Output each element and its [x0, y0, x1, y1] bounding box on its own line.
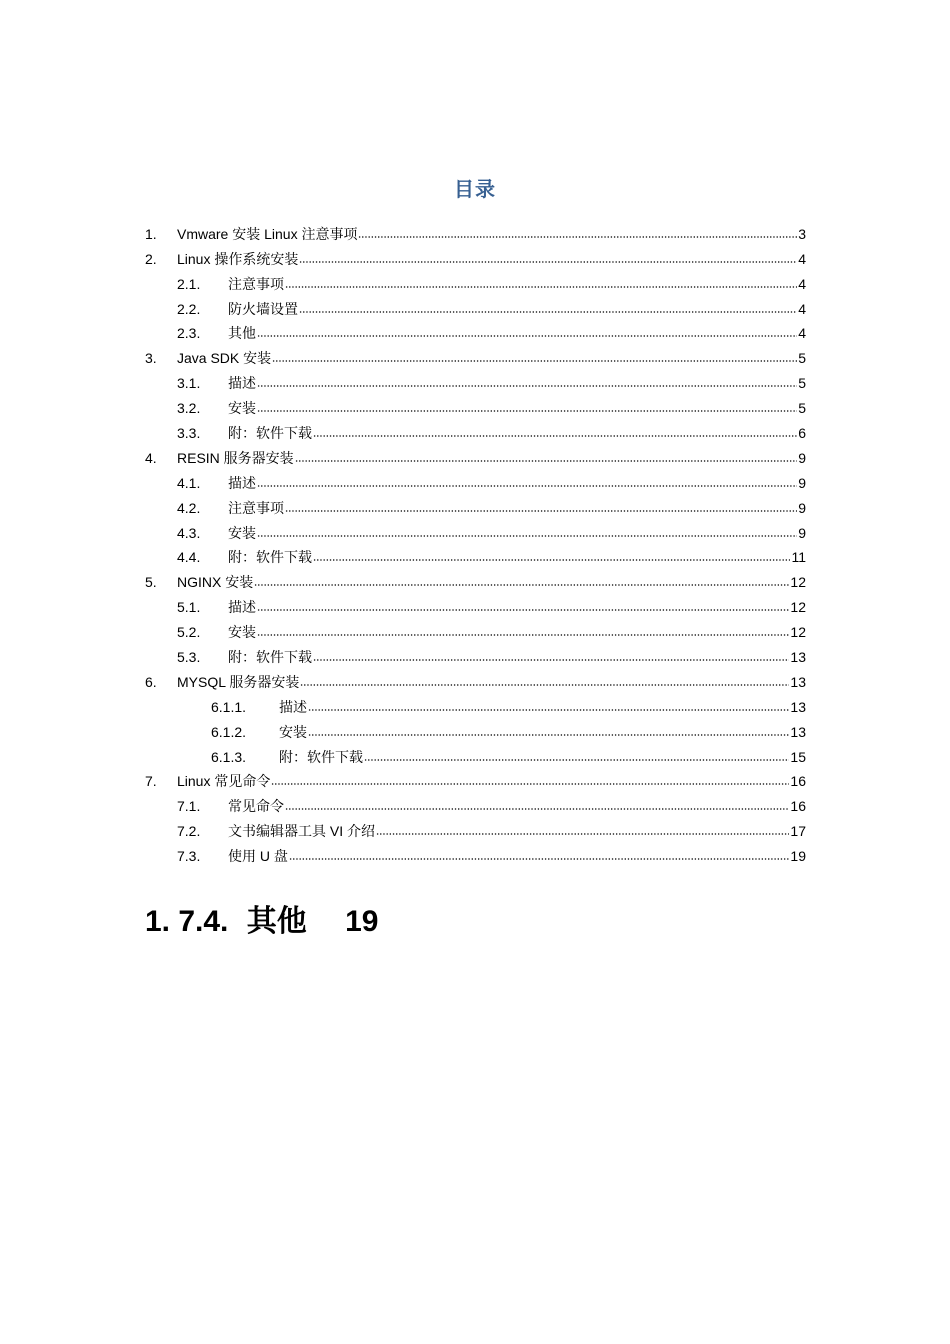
toc-entry-number: 2.2.	[177, 300, 201, 317]
toc-entry-number: 6.1.1.	[211, 698, 247, 715]
toc-dot-leader	[299, 260, 797, 264]
toc-entry-page: 16	[790, 798, 806, 815]
toc-entry-label: 安装	[228, 524, 256, 541]
toc-entry-label: Vmware 安装 Linux 注意事项	[177, 225, 358, 242]
toc-entry-label: 注意事项	[228, 499, 284, 516]
toc-entry-label: 附：软件下载	[228, 649, 312, 666]
toc-entry-number: 3.	[145, 350, 157, 367]
toc-entry-number: 3.1.	[177, 375, 201, 392]
toc-entry-page: 13	[790, 649, 806, 666]
toc-entry-page: 13	[790, 698, 806, 715]
toc-entry-page: 13	[790, 673, 806, 690]
toc-entry-label: 附：软件下载	[228, 425, 312, 442]
toc-entry-page: 9	[798, 449, 806, 466]
toc-entry[interactable]	[145, 790, 806, 815]
toc-entry-label: 防火墙设置	[228, 300, 298, 317]
toc-entry[interactable]	[145, 691, 806, 716]
heading-number: 1. 7.4.	[145, 905, 229, 938]
toc-entry-page: 9	[798, 524, 806, 541]
toc-entry-number: 7.	[145, 773, 157, 790]
toc-entry-label: Linux 常见命令	[177, 773, 271, 790]
heading-page-number: 19	[345, 905, 379, 938]
toc-dot-leader	[257, 334, 797, 338]
toc-entry-number: 5.2.	[177, 624, 201, 641]
toc-entry-number: 4.1.	[177, 474, 201, 491]
toc-entry[interactable]	[145, 218, 806, 243]
toc-dot-leader	[285, 807, 789, 811]
toc-title: 目录	[454, 179, 496, 201]
toc-entry-label: 描述	[228, 375, 256, 392]
toc-entry[interactable]	[145, 616, 806, 641]
toc-dot-leader	[285, 285, 797, 289]
toc-entry[interactable]	[145, 517, 806, 542]
toc-entry-number: 6.	[145, 673, 157, 690]
toc-entry-number: 7.1.	[177, 798, 201, 815]
toc-entry[interactable]	[145, 666, 806, 691]
toc-dot-leader	[376, 832, 789, 836]
toc-entry-page: 4	[798, 250, 806, 267]
toc-entry-page: 6	[798, 425, 806, 442]
toc-entry[interactable]	[145, 641, 806, 666]
toc-entry-page: 5	[798, 350, 806, 367]
toc-entry-number: 7.3.	[177, 848, 201, 865]
toc-entry[interactable]	[145, 342, 806, 367]
toc-entry[interactable]	[145, 566, 806, 591]
toc-entry-label: 附：软件下载	[228, 549, 312, 566]
toc-dot-leader	[313, 658, 789, 662]
table-of-contents	[145, 218, 806, 865]
toc-dot-leader	[300, 683, 789, 687]
toc-entry-number: 4.4.	[177, 549, 201, 566]
toc-dot-leader	[254, 583, 789, 587]
toc-entry[interactable]	[145, 542, 806, 567]
toc-dot-leader	[313, 558, 790, 562]
toc-entry-page: 15	[790, 748, 806, 765]
toc-entry-label: 安装	[228, 624, 256, 641]
toc-dot-leader	[295, 459, 798, 463]
toc-entry[interactable]	[145, 766, 806, 791]
toc-entry-page: 11	[791, 549, 806, 566]
toc-entry-label: 安装	[228, 400, 256, 417]
toc-entry-page: 12	[790, 624, 806, 641]
toc-entry-page: 4	[798, 325, 806, 342]
toc-entry-number: 3.3.	[177, 425, 201, 442]
toc-entry-page: 9	[798, 499, 806, 516]
toc-entry[interactable]	[145, 442, 806, 467]
toc-entry-number: 5.1.	[177, 599, 201, 616]
toc-entry-number: 4.3.	[177, 524, 201, 541]
toc-entry-page: 5	[798, 400, 806, 417]
toc-entry-label: Linux 操作系统安装	[177, 250, 299, 267]
toc-entry[interactable]	[145, 243, 806, 268]
toc-dot-leader	[308, 733, 789, 737]
section-heading	[145, 896, 378, 940]
toc-dot-leader	[272, 359, 797, 363]
toc-entry-number: 4.	[145, 449, 157, 466]
toc-entry[interactable]	[145, 492, 806, 517]
toc-dot-leader	[313, 434, 797, 438]
toc-dot-leader	[257, 608, 789, 612]
toc-dot-leader	[289, 857, 790, 861]
toc-entry-label: 描述	[228, 474, 256, 491]
toc-entry-number: 6.1.3.	[211, 748, 247, 765]
toc-entry-page: 12	[790, 574, 806, 591]
toc-dot-leader	[257, 633, 789, 637]
toc-dot-leader	[257, 384, 797, 388]
toc-dot-leader	[257, 484, 797, 488]
toc-dot-leader	[308, 708, 789, 712]
toc-entry[interactable]	[145, 417, 806, 442]
toc-entry-number: 2.1.	[177, 275, 201, 292]
toc-entry[interactable]	[145, 815, 806, 840]
toc-entry-page: 3	[798, 225, 806, 242]
toc-entry[interactable]	[145, 591, 806, 616]
toc-entry-number: 2.3.	[177, 325, 201, 342]
toc-entry-number: 3.2.	[177, 400, 201, 417]
toc-entry[interactable]	[145, 367, 806, 392]
toc-entry[interactable]	[145, 840, 806, 865]
toc-entry-number: 1.	[145, 225, 157, 242]
toc-entry-number: 5.	[145, 574, 157, 591]
toc-entry-number: 5.3.	[177, 649, 201, 666]
toc-entry[interactable]	[145, 392, 806, 417]
toc-entry-page: 17	[790, 823, 806, 840]
toc-entry-number: 2.	[145, 250, 157, 267]
toc-entry-label: 注意事项	[228, 275, 284, 292]
toc-entry-number: 4.2.	[177, 499, 201, 516]
toc-entry-label: MYSQL 服务器安装	[177, 673, 300, 690]
toc-entry[interactable]	[145, 741, 806, 766]
toc-entry-label: 描述	[279, 698, 307, 715]
toc-dot-leader	[299, 310, 797, 314]
toc-entry-page: 5	[798, 375, 806, 392]
toc-entry[interactable]	[145, 467, 806, 492]
toc-entry-page: 16	[790, 773, 806, 790]
toc-entry-label: 使用 U 盘	[228, 848, 288, 865]
toc-entry[interactable]	[145, 716, 806, 741]
toc-entry-number: 6.1.2.	[211, 723, 247, 740]
toc-dot-leader	[271, 782, 789, 786]
toc-entry[interactable]	[145, 318, 806, 343]
toc-entry-page: 4	[798, 275, 806, 292]
toc-entry-label: 安装	[279, 723, 307, 740]
toc-entry-page: 19	[790, 848, 806, 865]
toc-dot-leader	[358, 235, 797, 239]
toc-dot-leader	[285, 509, 797, 513]
toc-entry-label: 描述	[228, 599, 256, 616]
toc-entry-label: Java SDK 安装	[177, 350, 272, 367]
toc-entry[interactable]	[145, 293, 806, 318]
toc-entry-label: 附：软件下载	[279, 748, 363, 765]
toc-entry-page: 4	[798, 300, 806, 317]
toc-entry-label: 文书编辑器工具 VI 介绍	[228, 823, 376, 840]
toc-entry-label: RESIN 服务器安装	[177, 449, 294, 466]
heading-text: 其他	[246, 905, 307, 938]
toc-entry-page: 9	[798, 474, 806, 491]
toc-entry-number: 7.2.	[177, 823, 201, 840]
toc-entry-label: 其他	[228, 325, 256, 342]
toc-entry[interactable]	[145, 268, 806, 293]
toc-entry-page: 12	[790, 599, 806, 616]
toc-dot-leader	[364, 758, 789, 762]
toc-entry-page: 13	[790, 723, 806, 740]
toc-entry-label: 常见命令	[228, 798, 284, 815]
toc-dot-leader	[257, 534, 797, 538]
toc-dot-leader	[257, 409, 797, 413]
toc-entry-label: NGINX 安装	[177, 574, 254, 591]
